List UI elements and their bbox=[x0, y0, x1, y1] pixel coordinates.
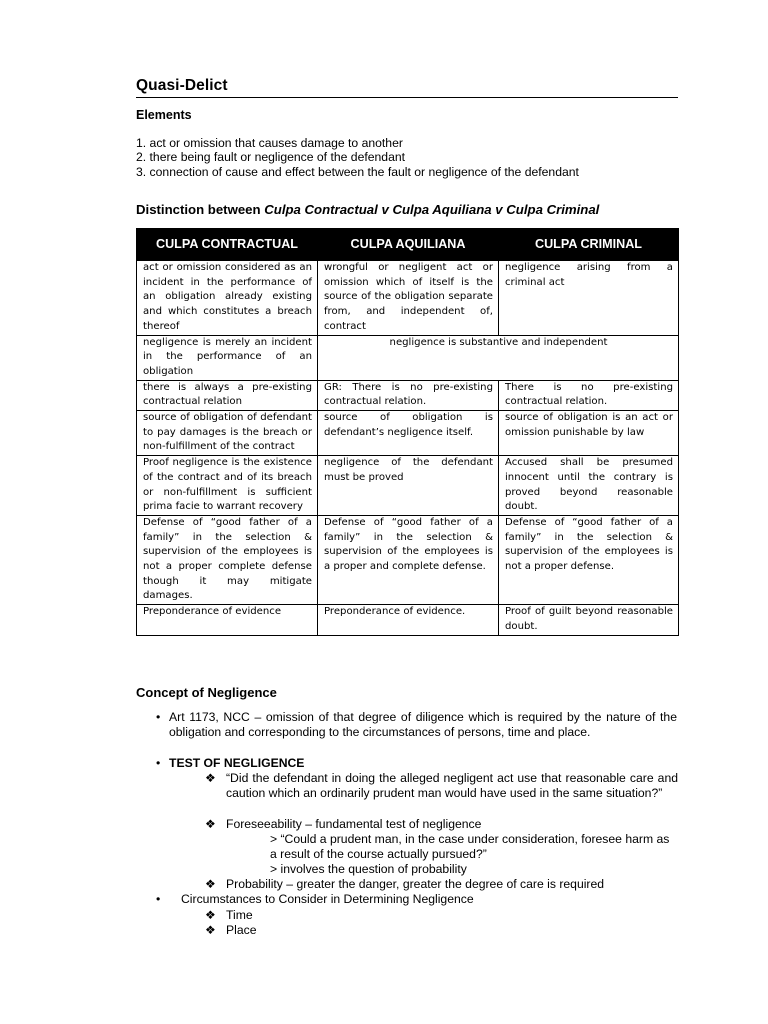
foreseeability-item: Foreseeability – fundamental test of negligence bbox=[226, 817, 482, 831]
table-cell: source of obligation is an act or omission punishable by law bbox=[499, 411, 679, 456]
test-question: “Did the defendant in doing the alleged negligent act use that reasonable care and caution which an ordinarily prudent man would have used in the same situation?” bbox=[226, 771, 678, 801]
table-row bbox=[137, 456, 679, 516]
header-culpa-aquiliana: CULPA AQUILIANA bbox=[318, 229, 499, 261]
header-culpa-criminal: CULPA CRIMINAL bbox=[499, 229, 679, 261]
comparison-table bbox=[136, 228, 679, 636]
table-cell: Defense of “good father of a family” in the selection & supervision of the employees is not a proper complete defense though it may mitigate damages. bbox=[137, 515, 318, 604]
table-cell: GR: There is no pre-existing contractual relation. bbox=[318, 380, 499, 410]
table-cell: Proof of guilt beyond reasonable doubt. bbox=[499, 605, 679, 635]
element-item: 2. there being fault or negligence of the defendant bbox=[136, 150, 406, 165]
table-cell: Preponderance of evidence bbox=[137, 605, 318, 635]
table-cell: Accused shall be presumed innocent until the contrary is proved beyond reasonable doubt. bbox=[499, 456, 679, 516]
table-cell: negligence is merely an incident in the performance of an obligation bbox=[137, 335, 318, 380]
circumstance-time: Time bbox=[226, 908, 253, 922]
bullet-icon: • bbox=[156, 892, 161, 906]
table-row bbox=[137, 335, 679, 380]
diamond-bullet-icon: ❖ bbox=[205, 771, 216, 785]
table-cell: source of obligation of defendant to pay damages is the breach or non-fulfillment of the contract bbox=[137, 411, 318, 456]
distinction-italic: Culpa Contractual v Culpa Aquiliana v Culpa Criminal bbox=[264, 202, 600, 217]
header-culpa-contractual: CULPA CONTRACTUAL bbox=[137, 229, 318, 261]
table-cell: Proof negligence is the existence of the contract and of its breach or non-fulfillment is sufficient prima facie to warrant recovery bbox=[137, 456, 318, 516]
probability-item: Probability – greater the danger, greater the degree of care is required bbox=[226, 877, 605, 891]
circumstance-place: Place bbox=[226, 923, 257, 937]
diamond-bullet-icon: ❖ bbox=[205, 908, 216, 922]
bullet-icon: • bbox=[156, 756, 161, 770]
table-cell: source of obligation is defendant’s negligence itself. bbox=[318, 411, 499, 456]
foreseeability-question: > “Could a prudent man, in the case under consideration, foresee harm as a result of the course actually pursued?” bbox=[270, 832, 670, 862]
elements-list bbox=[136, 136, 579, 179]
table-cell: negligence of the defendant must be proved bbox=[318, 456, 499, 516]
table-row bbox=[137, 411, 679, 456]
table-header-row bbox=[137, 229, 679, 261]
page-title: Quasi-Delict bbox=[136, 77, 228, 94]
elements-heading: Elements bbox=[136, 108, 192, 122]
table-cell: Preponderance of evidence. bbox=[318, 605, 499, 635]
table-row bbox=[137, 380, 679, 410]
concept-bullet-test: TEST OF NEGLIGENCE bbox=[169, 756, 305, 770]
table-cell: act or omission considered as an incident in the performance of an obligation already existing and which constitutes a breach thereof bbox=[137, 261, 318, 336]
table-cell: wrongful or negligent act or omission which of itself is the source of the obligation separate from, and independent of, contract bbox=[318, 261, 499, 336]
concept-bullet-circumstances: Circumstances to Consider in Determining Negligence bbox=[181, 892, 474, 906]
table-cell: negligence arising from a criminal act bbox=[499, 261, 679, 336]
concept-bullet-art1173: Art 1173, NCC – omission of that degree of diligence which is required by the nature of the obligation and corresponding to the circumstances of persons, time and place. bbox=[169, 710, 677, 740]
table-row bbox=[137, 515, 679, 604]
table-cell: there is always a pre-existing contractual relation bbox=[137, 380, 318, 410]
table-row bbox=[137, 605, 679, 635]
bullet-icon: • bbox=[156, 710, 161, 724]
distinction-prefix: Distinction between bbox=[136, 202, 265, 217]
table-row bbox=[137, 261, 679, 336]
diamond-bullet-icon: ❖ bbox=[205, 877, 216, 891]
table-cell-merged: negligence is substantive and independent bbox=[318, 335, 679, 380]
concept-heading: Concept of Negligence bbox=[136, 685, 277, 700]
element-item: 3. connection of cause and effect between the fault or negligence of the defendant bbox=[136, 164, 579, 179]
table-cell: There is no pre-existing contractual relation. bbox=[499, 380, 679, 410]
table-cell: Defense of “good father of a family” in the selection & supervision of the employees is a proper and complete defense. bbox=[318, 515, 499, 604]
diamond-bullet-icon: ❖ bbox=[205, 817, 216, 831]
title-underline bbox=[136, 97, 678, 98]
diamond-bullet-icon: ❖ bbox=[205, 923, 216, 937]
distinction-heading bbox=[136, 202, 599, 217]
element-item: 1. act or omission that causes damage to another bbox=[136, 136, 403, 150]
table-cell: Defense of “good father of a family” in the selection & supervision of the employees is not a proper defense. bbox=[499, 515, 679, 604]
foreseeability-probability: > involves the question of probability bbox=[270, 862, 467, 876]
